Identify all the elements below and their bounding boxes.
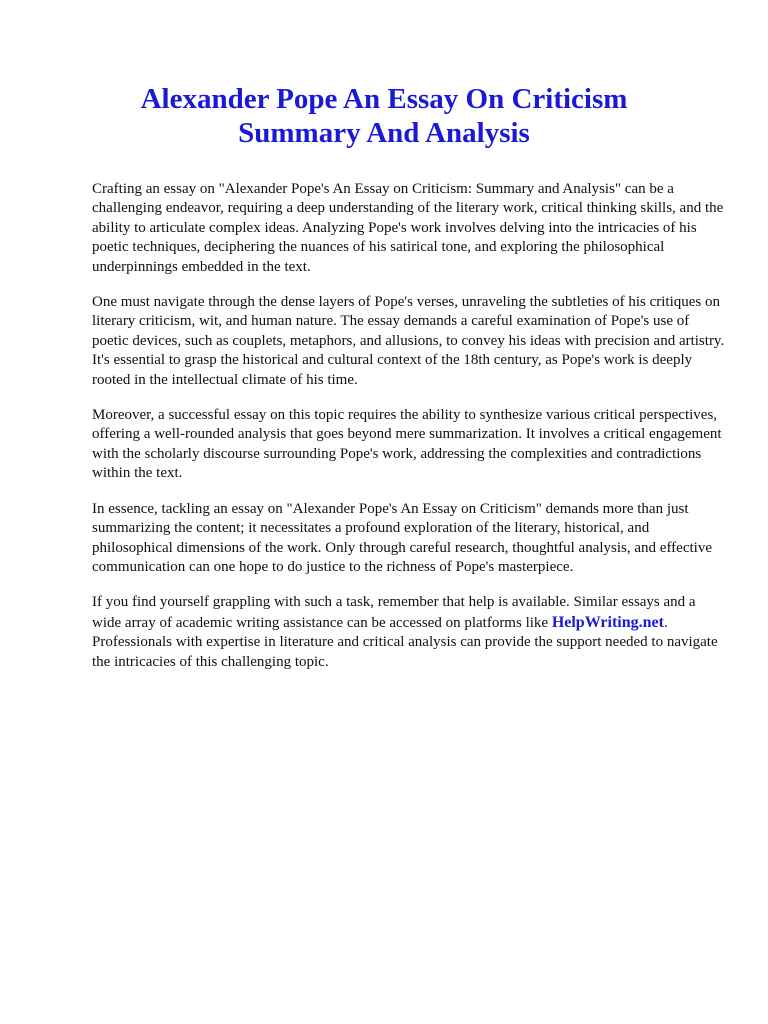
paragraph-4: In essence, tackling an essay on "Alexander Pope's An Essay on Criticism" demands more than just summarizing the content; it necessitates a profound exploration of the literary, historical, and philosophical dimensions of the work. Only through careful research, thoughtful analysis, and effective communication can one hope to do justice to the richness of Pope's masterpiece.	[92, 500, 712, 575]
paragraph-5	[92, 593, 728, 672]
article-body	[92, 180, 728, 688]
paragraph-5-after-link: . Professionals with expertise in literature and critical analysis can provide the support needed to navigate the intricacies of this challenging topic.	[92, 614, 718, 670]
title-line-1: Alexander Pope An Essay On Criticism	[140, 83, 628, 115]
paragraph-5-before-link: If you find yourself grappling with such a task, remember that help is available. Similar essays and a wide array of academic writing assistance can be accessed on platforms like	[92, 594, 696, 631]
paragraph-3: Moreover, a successful essay on this topic requires the ability to synthesize various critical perspectives, offering a well-rounded analysis that goes beyond mere summarization. It involves a critical engagement with the scholarly discourse surrounding Pope's work, addressing the complexities and contradictions within the text.	[92, 407, 722, 482]
page-title	[40, 82, 728, 150]
helpwriting-link[interactable]: HelpWriting.net	[551, 613, 664, 631]
title-line-2: Summary And Analysis	[238, 117, 530, 149]
paragraph-1: Crafting an essay on "Alexander Pope's An Essay on Criticism: Summary and Analysis" can be a challenging endeavor, requiring a deep understanding of the literary work, critical thinking skills, and the ability to articulate complex ideas. Analyzing Pope's work involves delving into the intricacies of his poetic techniques, deciphering the nuances of his satirical tone, and exploring the philosophical underpinnings embedded in the text.	[92, 181, 724, 275]
paragraph-2: One must navigate through the dense layers of Pope's verses, unraveling the subtleties of his critiques on literary criticism, wit, and human nature. The essay demands a careful examination of Pope's use of poetic devices, such as couplets, metaphors, and allusions, to convey his ideas with precision and artistry. It's essential to grasp the historical and cultural context of the 18th century, as Pope's work is deeply rooted in the intellectual climate of his time.	[92, 294, 725, 388]
